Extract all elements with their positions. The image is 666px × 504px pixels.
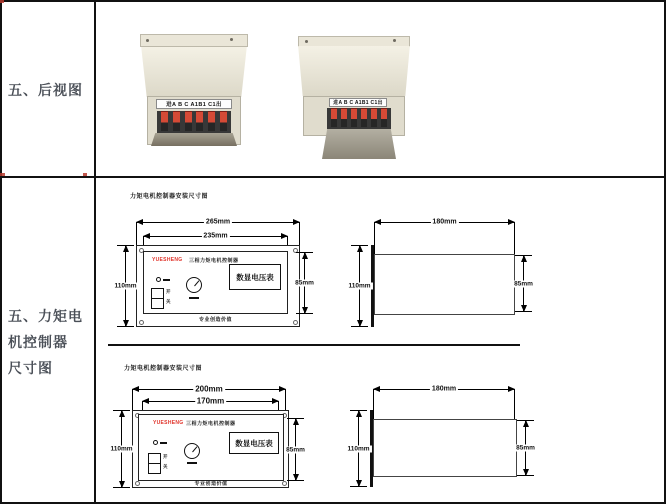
terminal: [371, 108, 377, 127]
corner-artifact: [0, 0, 4, 3]
row1-title: 五、后视图: [8, 82, 83, 98]
s1-voltmeter-box: [229, 264, 281, 290]
row2-title-line3: 尺寸图: [8, 360, 53, 376]
corner-artifact: [0, 173, 5, 176]
table-row-divider: [0, 176, 666, 178]
s2-side-dim-panel-height: 85mm: [521, 420, 530, 476]
s1-switch-off-label: 关: [166, 299, 171, 304]
s1-dim-height: 110mm: [121, 245, 130, 327]
terminal: [185, 111, 192, 131]
s1-corner-hole: [293, 320, 298, 325]
s1-model-text: 三相力矩电机控制器: [189, 258, 239, 264]
photo2-terminal-label-text: 进A B C A1B1 C1出: [333, 100, 383, 106]
s2-power-switch: [148, 453, 161, 474]
table-column-divider: [94, 0, 96, 504]
photo2-screw-hole: [393, 39, 396, 42]
s1-dim-inner-width: 235mm: [143, 232, 288, 240]
s2-model-text: 三相力矩电机控制器: [186, 421, 236, 427]
photo1-terminal-label-text: 进A B C A1B1 C1出: [166, 102, 222, 108]
s1-panel-footer: 专业创造价值: [198, 317, 232, 323]
photo1-terminal-block: [157, 111, 231, 133]
s2-dim-panel-height: 85mm: [291, 418, 300, 481]
s2-switch-on-label: 开: [163, 454, 168, 459]
s2-side-body: [373, 419, 517, 477]
photo1-terminal-base: [151, 133, 237, 146]
section-divider: [108, 344, 520, 346]
s2-voltmeter-box: [229, 432, 279, 454]
s1-side-dim-height: 110mm: [355, 245, 364, 327]
photo1-screw-hole: [230, 38, 233, 41]
s1-side-body: [374, 254, 515, 315]
s2-dim-outer-width: 200mm: [132, 385, 286, 393]
row2-title-line2: 机控制器: [8, 334, 68, 350]
s1-adjust-knob: [186, 277, 202, 293]
terminal: [196, 111, 203, 131]
photo2-box-top-surface: [297, 46, 411, 96]
s2-brand-text: YUESHENG: [153, 420, 184, 426]
s2-side-dim-width: 180mm: [373, 385, 515, 393]
terminal: [331, 108, 337, 127]
s2-dim-inner-width: 170mm: [142, 397, 279, 405]
s2-side-dim-height: 110mm: [354, 410, 363, 487]
s1-voltmeter-label: 数显电压表: [236, 272, 274, 282]
s1-side-dim-panel-height: 85mm: [519, 255, 528, 312]
row2-title: [8, 303, 83, 381]
s1-dim-panel-height: 85mm: [300, 252, 309, 314]
terminal: [341, 108, 347, 127]
s2-switch-off-label: 关: [163, 464, 168, 469]
photo2-terminal-label: [329, 98, 387, 107]
s1-power-indicator: [156, 277, 161, 282]
row2-title-line1: 五、力矩电: [8, 308, 83, 324]
terminal: [161, 111, 168, 131]
photo1-terminal-label: [156, 99, 232, 109]
table-border-left: [0, 0, 2, 504]
terminal: [361, 108, 367, 127]
s1-brand-text: YUESHENG: [152, 257, 183, 263]
s1-dim-outer-width: 265mm: [136, 218, 300, 226]
s1-power-switch: [151, 288, 164, 309]
terminal: [173, 111, 180, 131]
s2-panel-footer: 专业创造价值: [194, 481, 228, 487]
s2-voltmeter-label: 数显电压表: [235, 438, 273, 448]
photo1-box-top-surface: [139, 47, 249, 97]
s2-power-indicator: [153, 440, 158, 445]
section2-title: 力矩电机控制器安装尺寸图: [124, 366, 203, 372]
s2-adjust-knob: [184, 443, 200, 459]
s2-indicator-dash: [160, 442, 167, 444]
section1-title: 力矩电机控制器安装尺寸图: [130, 194, 209, 200]
terminal: [208, 111, 215, 131]
terminal: [351, 108, 357, 127]
s2-knob-tick: [187, 462, 197, 464]
s1-knob-tick: [189, 297, 199, 299]
s2-dim-height: 110mm: [117, 410, 126, 488]
terminal: [220, 111, 227, 131]
s1-switch-on-label: 开: [166, 289, 171, 294]
table-border-top: [0, 0, 666, 2]
corner-artifact: [83, 173, 87, 176]
photo1-screw-hole: [146, 39, 149, 42]
terminal: [381, 108, 387, 127]
photo2-terminal-base: [322, 129, 396, 159]
s1-indicator-dash: [163, 279, 170, 281]
s1-side-dim-width: 180mm: [374, 218, 515, 226]
photo2-terminal-block: [327, 108, 391, 129]
photo2-screw-hole: [305, 40, 308, 43]
